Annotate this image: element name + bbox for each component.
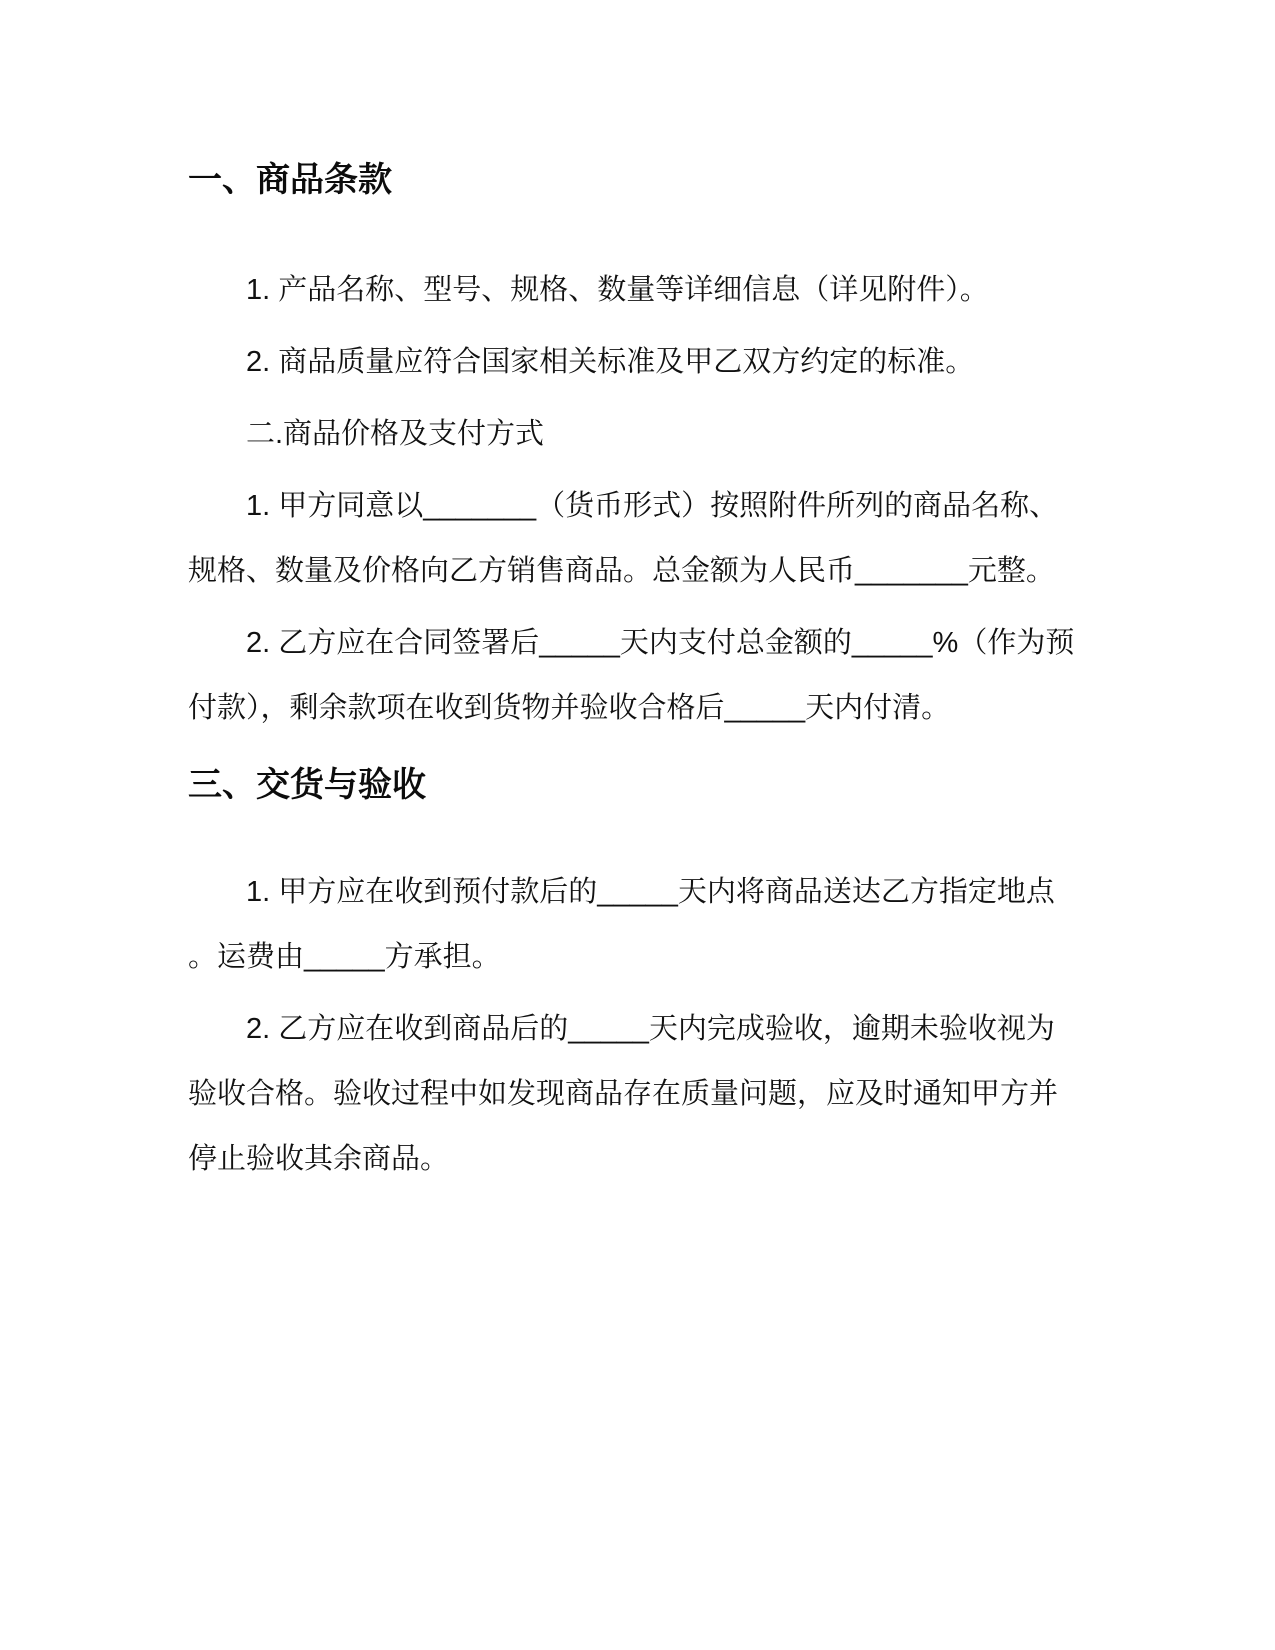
clause-line: 1. 产品名称、型号、规格、数量等详细信息（详见附件）。 <box>246 274 989 306</box>
subsection-title-price-payment <box>188 402 1088 467</box>
section-heading-delivery-acceptance: 三、交货与验收 <box>188 766 426 804</box>
clause-line: 停止验收其余商品。 <box>188 1143 450 1175</box>
clause-line: 。运费由_____方承担。 <box>188 941 501 973</box>
section-heading-goods-terms: 一、商品条款 <box>188 161 392 199</box>
clause-paragraph <box>188 860 1088 990</box>
clause-paragraph <box>188 330 1088 395</box>
clause-line: 2. 乙方应在合同签署后_____天内支付总金额的_____%（作为预 <box>246 627 1075 659</box>
document-content <box>188 158 1088 1199</box>
clause-paragraph <box>188 997 1088 1192</box>
clause-line: 1. 甲方应在收到预付款后的_____天内将商品送达乙方指定地点 <box>246 876 1055 908</box>
clause-line: 2. 商品质量应符合国家相关标准及甲乙双方约定的标准。 <box>246 346 975 378</box>
clause-paragraph <box>188 611 1088 741</box>
clause-line: 1. 甲方同意以_______（货币形式）按照附件所列的商品名称、 <box>246 490 1059 522</box>
clause-line: 规格、数量及价格向乙方销售商品。总金额为人民币_______元整。 <box>188 555 1055 587</box>
clause-paragraph <box>188 474 1088 604</box>
clause-line: 二.商品价格及支付方式 <box>246 418 545 450</box>
clause-line: 付款），剩余款项在收到货物并验收合格后_____天内付清。 <box>188 692 951 724</box>
clause-line: 2. 乙方应在收到商品后的_____天内完成验收，逾期未验收视为 <box>246 1013 1055 1045</box>
clause-line: 验收合格。验收过程中如发现商品存在质量问题，应及时通知甲方并 <box>188 1078 1059 1110</box>
clause-paragraph <box>188 258 1088 323</box>
